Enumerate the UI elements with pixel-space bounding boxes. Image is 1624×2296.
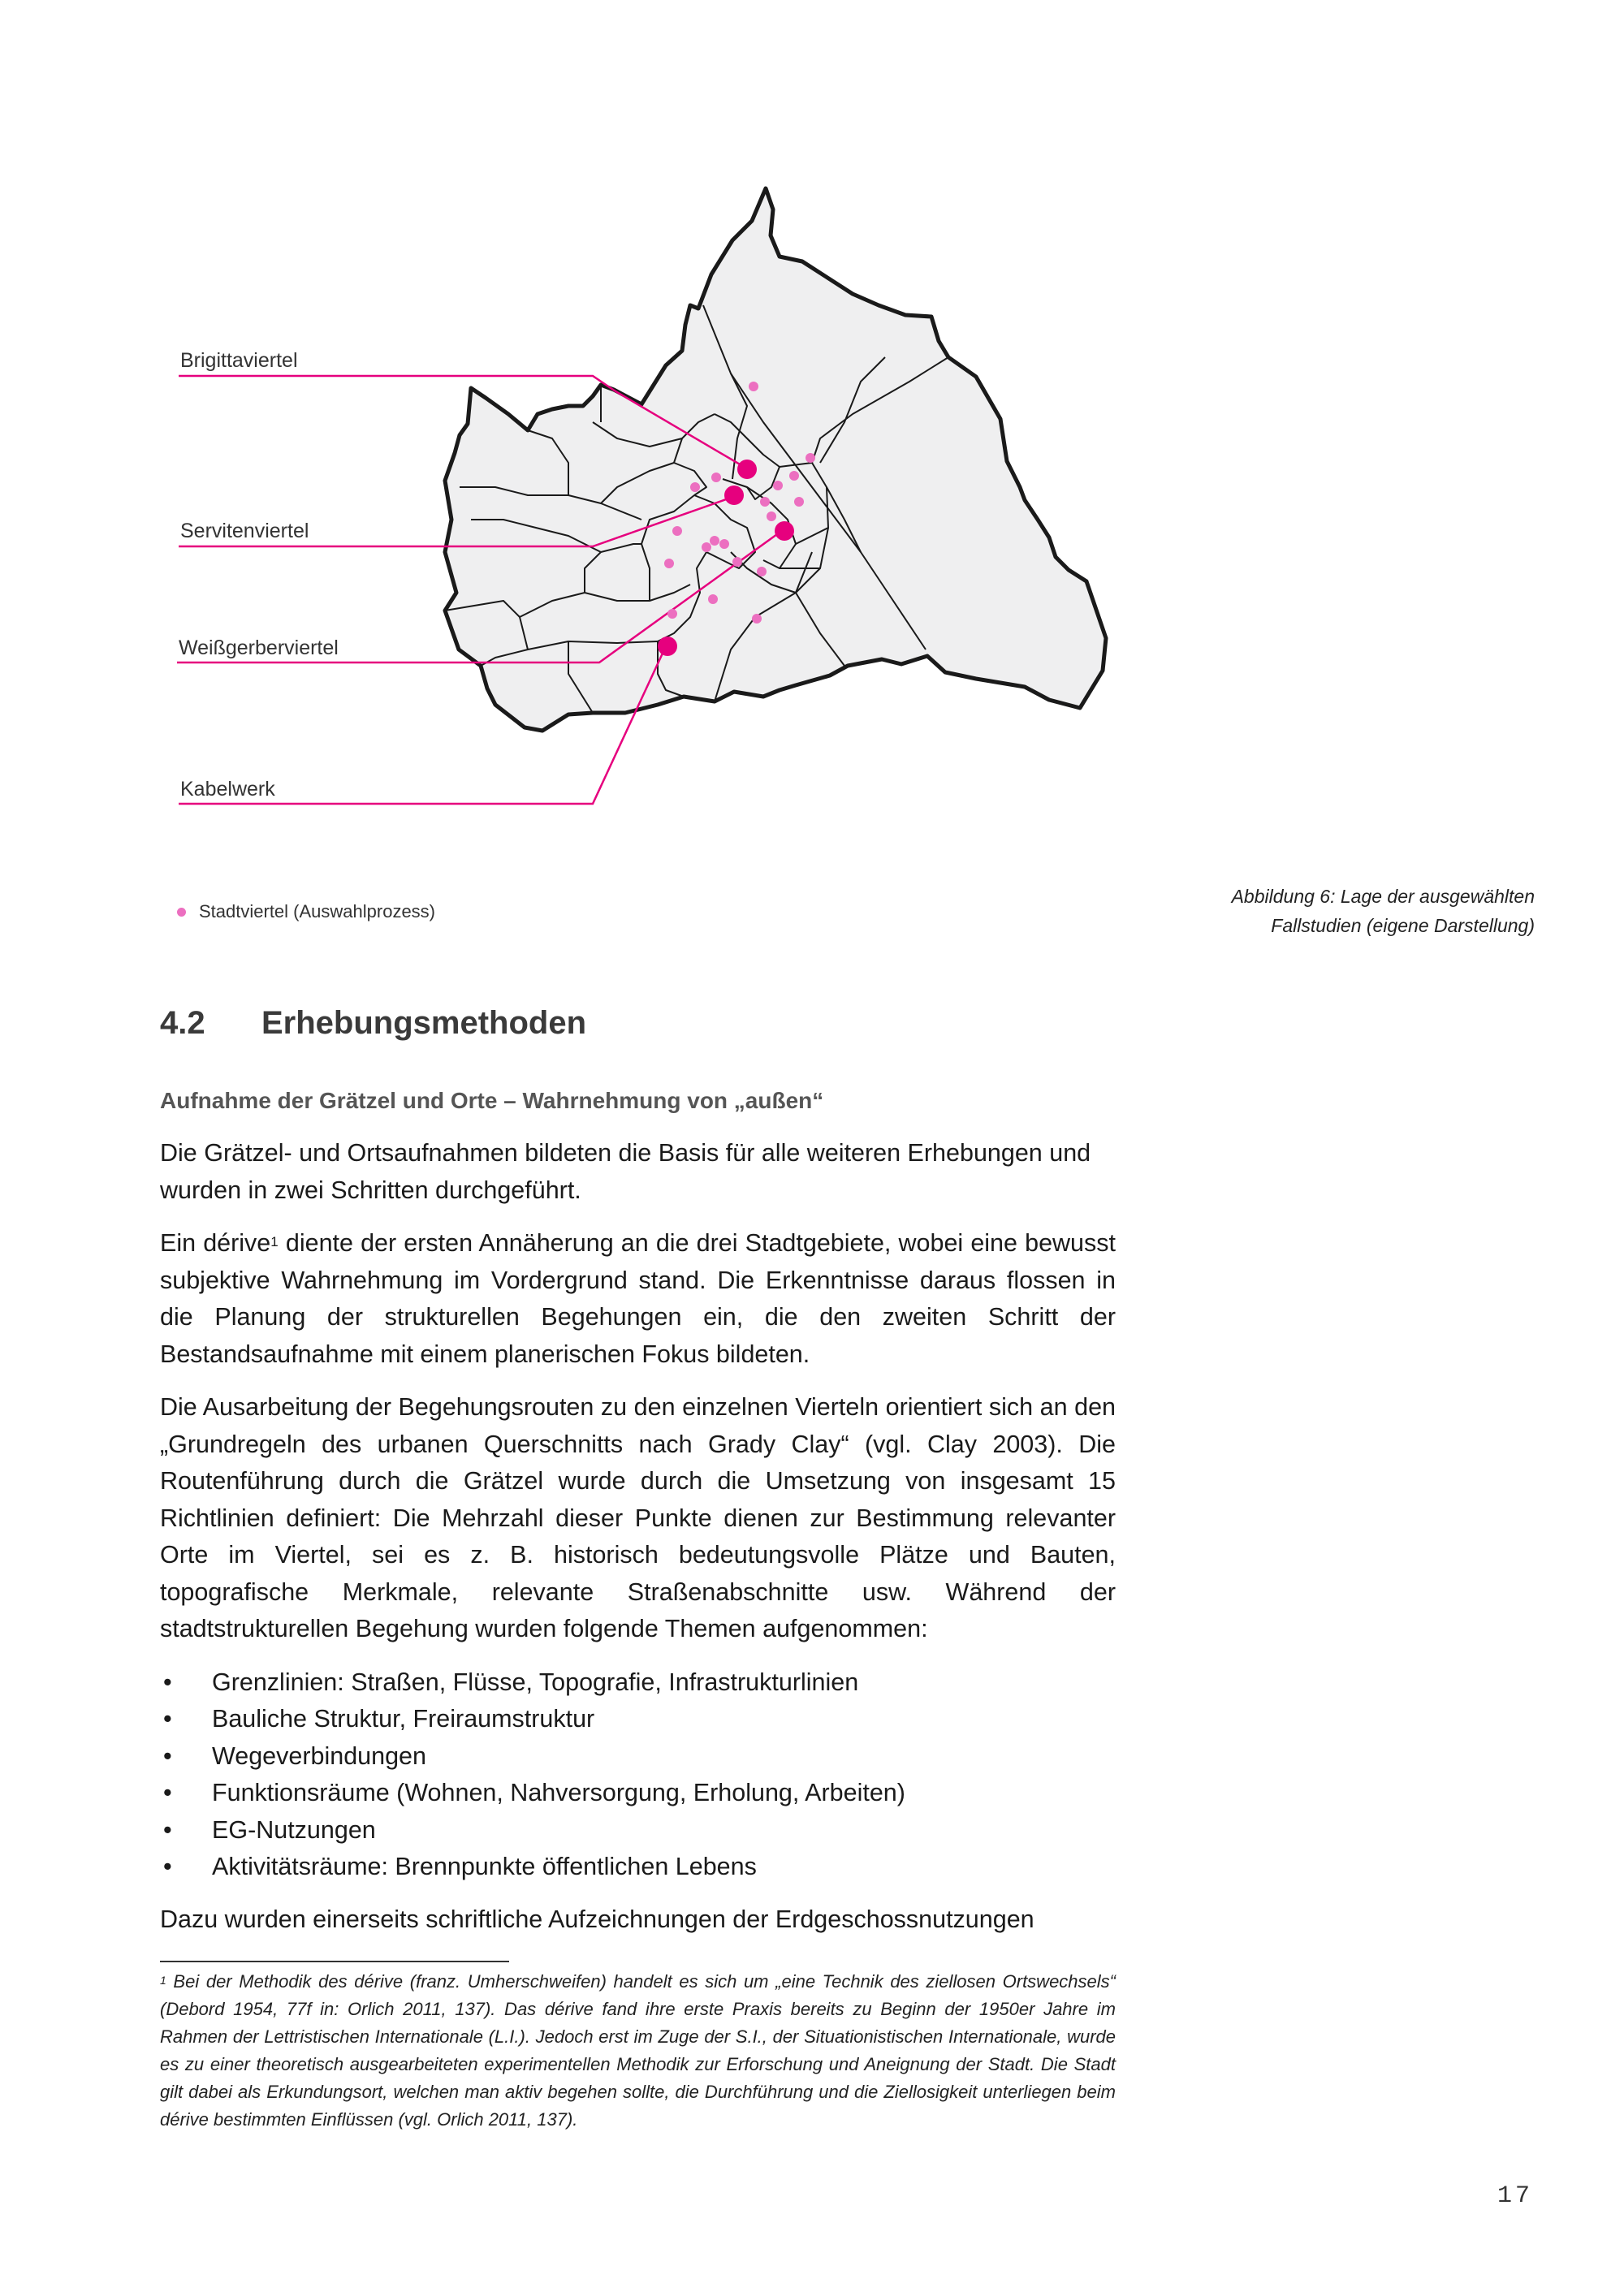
map-legend (177, 901, 435, 922)
subsection-heading: Aufnahme der Grätzel und Orte – Wahrnehmung von „außen“ (160, 1088, 824, 1113)
bullet-icon: • (163, 1668, 172, 1696)
section-heading (160, 1005, 586, 1042)
case-point-weissgerberviertel (775, 521, 794, 541)
footnote (160, 1968, 1116, 2134)
footnote-reference: 1 (270, 1234, 279, 1249)
city-outline (445, 188, 1106, 731)
selection-point (749, 382, 758, 391)
paragraph (160, 1225, 1116, 1373)
selection-point (690, 482, 700, 492)
selection-point (667, 609, 677, 619)
paragraph-text: diente der ersten Annäherung an die drei Stadtgebiete, wobei eine bewusst subjektive Wahrnehmung im Vordergrund stand. Die Erkenntnisse daraus flossen in die Planung der strukturellen Begehungen ein, die den zweiten Schritt der Bestandsaufnahme mit einem planerischen Fokus bildeten. (160, 1229, 1116, 1368)
legend-label: Stadtviertel (Auswahlprozess) (199, 901, 436, 921)
bullet-icon: • (163, 1779, 172, 1806)
vienna-district-map (0, 0, 1624, 877)
page-number: 17 (1497, 2182, 1533, 2210)
list-item-text: Grenzlinien: Straßen, Flüsse, Topografie, Infrastrukturlinien (212, 1668, 859, 1696)
legend-dot-icon (177, 908, 186, 917)
list-item (160, 1738, 1116, 1776)
list-item-text: Aktivitätsräume: Brennpunkte öffentlichen Lebens (212, 1853, 757, 1880)
bullet-icon: • (163, 1815, 172, 1844)
figure-caption-line: Abbildung 6: Lage der ausgewählten (1231, 886, 1535, 907)
map-label-kabelwerk: Kabelwerk (180, 778, 275, 801)
map-label-weissgerberviertel: Weißgerberviertel (179, 637, 339, 659)
footnote-text: Bei der Methodik des dérive (franz. Umherschweifen) handelt es sich um „eine Technik des ziellosen Ortswechsels“ (Debord 1954, 77f in: Orlich 2011, 137). Das dérive fand ihre erste Praxis bereits zu Beginn der 1950er Jahre im Rahmen der Lettristischen Internationale (L.I.). Jedoch erst im Zuge der S.I., der Situationistischen Internationale, wurde es zu einer theoretisch ausgearbeiteten experimentellen Methodik zur Erforschung und Aneignung der Stadt. Die Stadt gilt dabei als Erkundungsort, welchen man aktiv begehen sollte, die Durchführung und die Ziellosigkeit unterliegen beim dérive bestimmten Einflüssen (vgl. Orlich 2011, 137). (160, 1971, 1116, 2130)
list-item (160, 1849, 1116, 1886)
list-item (160, 1664, 1116, 1702)
section-title: Erhebungsmethoden (261, 1005, 587, 1041)
figure-caption (1232, 882, 1535, 940)
body-text (160, 1135, 1116, 1954)
selection-point (806, 453, 815, 463)
paragraph: Die Ausarbeitung der Begehungsrouten zu den einzelnen Vierteln orientiert sich an den „Grundregeln des urbanen Querschnitts nach Grady Clay“ (vgl. Clay 2003). Die Routenführung durch die Grätzel wurde durch die Umsetzung von insgesamt 15 Richtlinien definiert: Die Mehrzahl dieser Punkte dienen zur Bestimmung relevanter Orte im Viertel, sei es z. B. historisch bedeutungsvolle Plätze und Bauten, topografische Merkmale, relevante Straßenabschnitte usw. Während der stadtstrukturellen Begehung wurden folgende Themen aufgenommen: (160, 1393, 1116, 1642)
selection-point (732, 557, 742, 567)
selection-point (752, 614, 762, 624)
bullet-icon: • (163, 1853, 172, 1880)
list-item-text: EG-Nutzungen (212, 1815, 376, 1844)
bullet-icon: • (163, 1705, 172, 1733)
map-label-brigittaviertel: Brigittaviertel (180, 349, 298, 372)
paragraph: Die Grätzel- und Ortsaufnahmen bildeten die Basis für alle weiteren Erhebungen und wurden in zwei Schritten durchgeführt. (160, 1139, 1091, 1204)
case-point-brigittaviertel (737, 460, 757, 479)
map-label-servitenviertel: Servitenviertel (180, 520, 309, 542)
list-item-text: Wegeverbindungen (212, 1741, 426, 1770)
selection-point (773, 481, 783, 490)
selection-point (767, 511, 776, 521)
footnote-divider (160, 1961, 509, 1962)
case-point-servitenviertel (724, 486, 744, 505)
case-point-kabelwerk (658, 637, 677, 656)
selection-point (794, 497, 804, 507)
figure-caption-line: Fallstudien (eigene Darstellung) (1271, 915, 1535, 936)
selection-point (664, 559, 674, 568)
selection-point (702, 542, 711, 552)
selection-point (711, 473, 721, 482)
list-item-text: Funktionsräume (Wohnen, Nahversorgung, Erholung, Arbeiten) (212, 1779, 905, 1806)
list-item (160, 1812, 1116, 1849)
selection-point (708, 594, 718, 604)
footnote-mark: 1 (160, 1974, 166, 1987)
list-item-text: Bauliche Struktur, Freiraumstruktur (212, 1705, 595, 1733)
bullet-icon: • (163, 1741, 172, 1770)
topic-list (160, 1664, 1116, 1886)
selection-point (710, 536, 719, 546)
selection-point (719, 539, 729, 549)
section-number: 4.2 (160, 1005, 205, 1041)
list-item (160, 1775, 1116, 1812)
selection-point (672, 526, 682, 536)
paragraph-text: Ein dérive (160, 1229, 271, 1257)
paragraph: Dazu wurden einerseits schriftliche Aufzeichnungen der Erdgeschossnutzungen (160, 1905, 1034, 1933)
list-item (160, 1701, 1116, 1738)
selection-point (757, 567, 767, 576)
selection-point (789, 471, 799, 481)
selection-point (760, 497, 770, 507)
